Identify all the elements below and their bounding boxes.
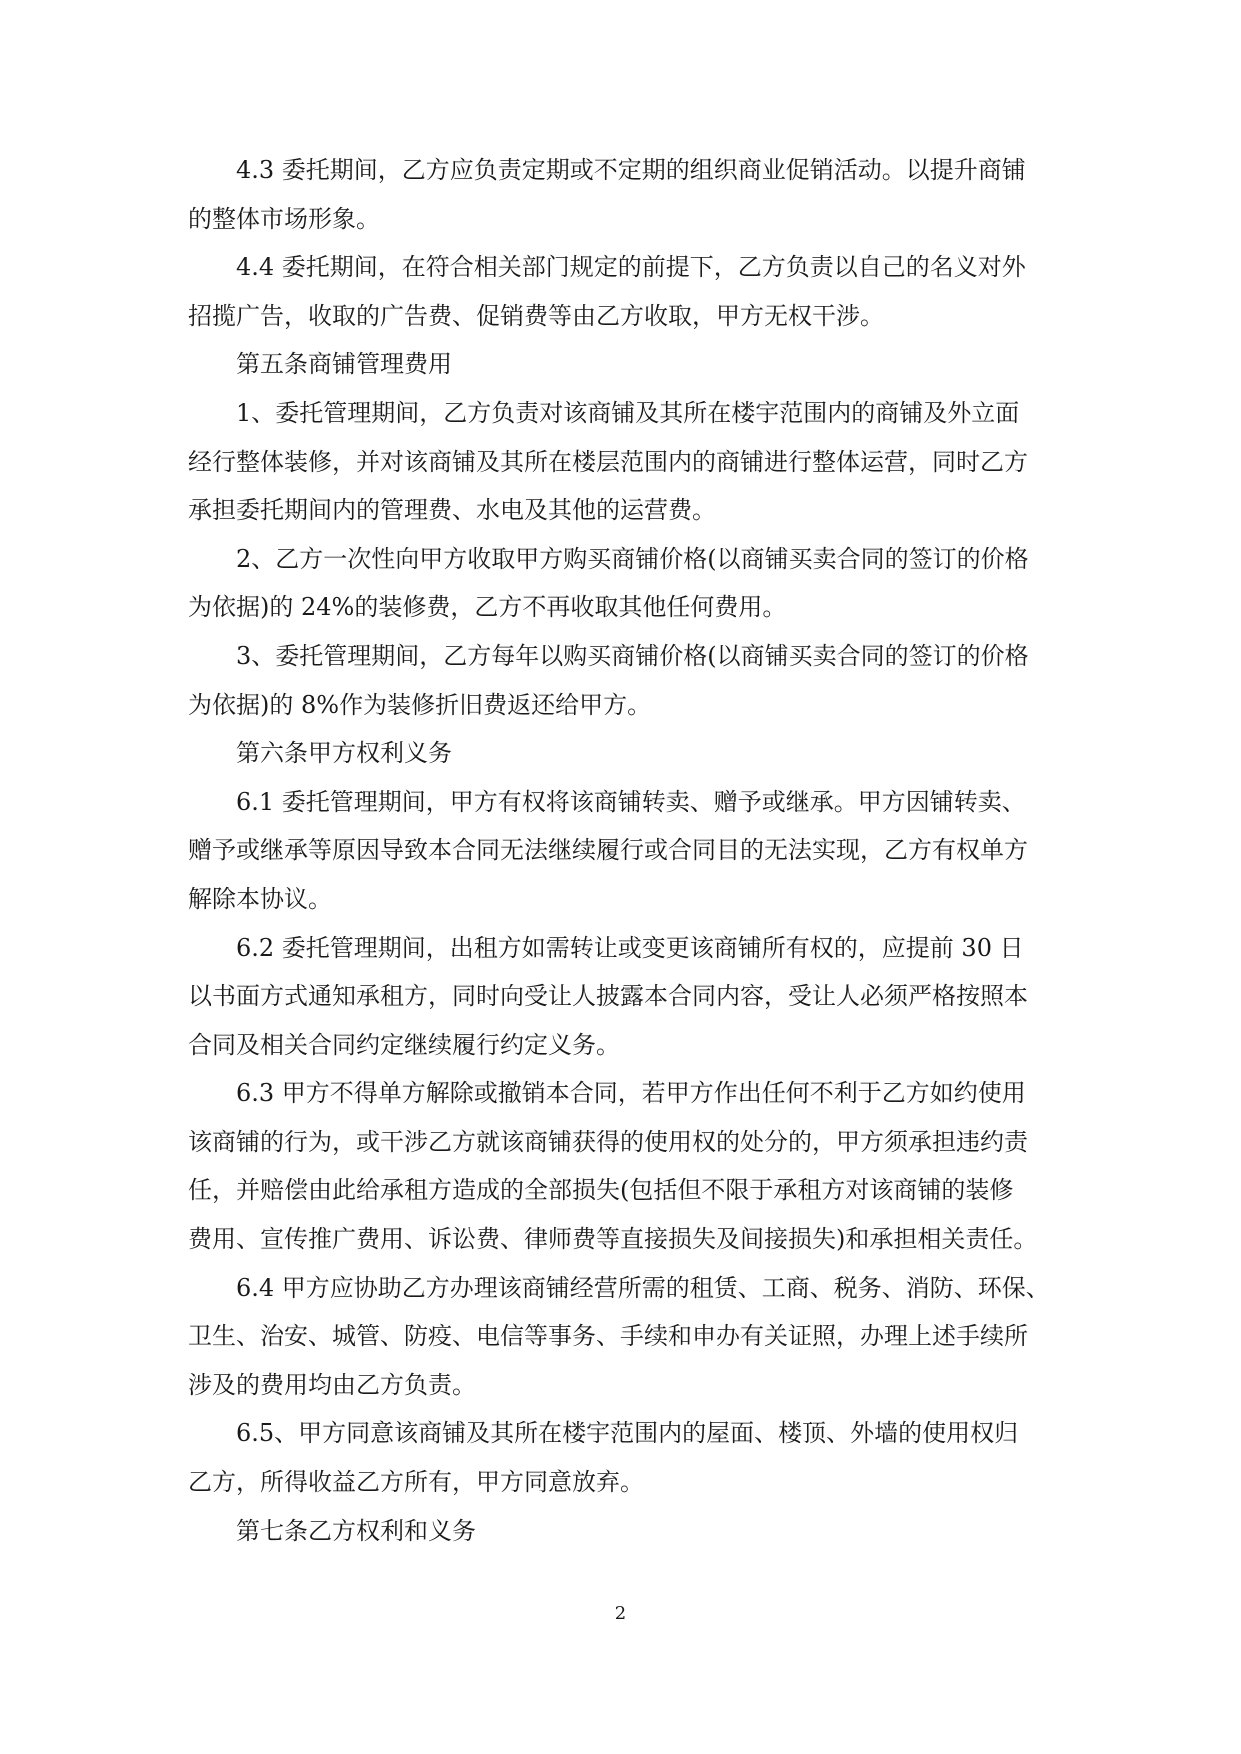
document-page <box>188 146 1064 1555</box>
text-line: 乙方，所得收益乙方所有，甲方同意放弃。 <box>188 1468 644 1497</box>
text-line: 卫生、治安、城管、防疫、电信等事务、手续和申办有关证照，办理上述手续所 <box>188 1322 1028 1351</box>
section-heading-7: 第七条乙方权利和义务 <box>236 1516 476 1545</box>
text-line: 以书面方式通知承租方，同时向受让人披露本合同内容，受让人必须严格按照本 <box>188 982 1028 1011</box>
text-line: 为依据)的 8%作为装修折旧费返还给甲方。 <box>188 690 652 719</box>
text-line: 6.3 甲方不得单方解除或撤销本合同，若甲方作出任何不利于乙方如约使用 <box>236 1079 1026 1108</box>
text-line: 4.4 委托期间，在符合相关部门规定的前提下，乙方负责以自己的名义对外 <box>236 253 1026 282</box>
paragraph-6-1 <box>188 778 1064 924</box>
text-line: 赠予或继承等原因导致本合同无法继续履行或合同目的无法实现，乙方有权单方 <box>188 836 1028 865</box>
text-line: 的整体市场形象。 <box>188 204 380 233</box>
text-line: 招揽广告，收取的广告费、促销费等由乙方收取，甲方无权干涉。 <box>188 301 884 330</box>
text-line: 6.5、甲方同意该商铺及其所在楼宇范围内的屋面、楼顶、外墙的使用权归 <box>236 1419 1019 1448</box>
paragraph-5-2 <box>188 535 1064 632</box>
paragraph-4-3 <box>188 146 1064 243</box>
text-line: 费用、宣传推广费用、诉讼费、律师费等直接损失及间接损失)和承担相关责任。 <box>188 1225 1038 1254</box>
page-number: 2 <box>614 1603 627 1624</box>
paragraph-5-1 <box>188 389 1064 535</box>
text-line: 任，并赔偿由此给承租方造成的全部损失(包括但不限于承租方对该商铺的装修 <box>188 1176 1014 1205</box>
paragraph-6-2 <box>188 924 1064 1070</box>
paragraph-6-3 <box>188 1069 1064 1263</box>
section-heading-6: 第六条甲方权利义务 <box>236 739 452 768</box>
text-line: 6.2 委托管理期间，出租方如需转让或变更该商铺所有权的，应提前 30 日 <box>236 933 1024 962</box>
text-line: 3、委托管理期间，乙方每年以购买商铺价格(以商铺买卖合同的签订的价格 <box>236 641 1029 670</box>
text-line: 合同及相关合同约定继续履行约定义务。 <box>188 1030 620 1059</box>
text-line: 6.4 甲方应协助乙方办理该商铺经营所需的租赁、工商、税务、消防、环保、 <box>236 1273 1050 1302</box>
section-heading-5: 第五条商铺管理费用 <box>236 350 452 379</box>
text-line: 2、乙方一次性向甲方收取甲方购买商铺价格(以商铺买卖合同的签订的价格 <box>236 544 1029 573</box>
text-line: 6.1 委托管理期间，甲方有权将该商铺转卖、赠予或继承。甲方因铺转卖、 <box>236 787 1026 816</box>
paragraph-4-4 <box>188 243 1064 340</box>
text-line: 涉及的费用均由乙方负责。 <box>188 1370 476 1399</box>
paragraph-5-3 <box>188 632 1064 729</box>
text-line: 4.3 委托期间，乙方应负责定期或不定期的组织商业促销活动。以提升商铺 <box>236 156 1026 184</box>
text-line: 解除本协议。 <box>188 884 332 913</box>
text-line: 为依据)的 24%的装修费，乙方不再收取其他任何费用。 <box>188 593 787 622</box>
text-line: 该商铺的行为，或干涉乙方就该商铺获得的使用权的处分的，甲方须承担违约责 <box>188 1127 1028 1156</box>
paragraph-6-5 <box>188 1409 1064 1506</box>
text-line: 承担委托期间内的管理费、水电及其他的运营费。 <box>188 496 716 525</box>
paragraph-6-4 <box>188 1264 1064 1410</box>
text-line: 经行整体装修，并对该商铺及其所在楼层范围内的商铺进行整体运营，同时乙方 <box>188 447 1028 476</box>
text-line: 1、委托管理期间，乙方负责对该商铺及其所在楼宇范围内的商铺及外立面 <box>236 398 1020 427</box>
